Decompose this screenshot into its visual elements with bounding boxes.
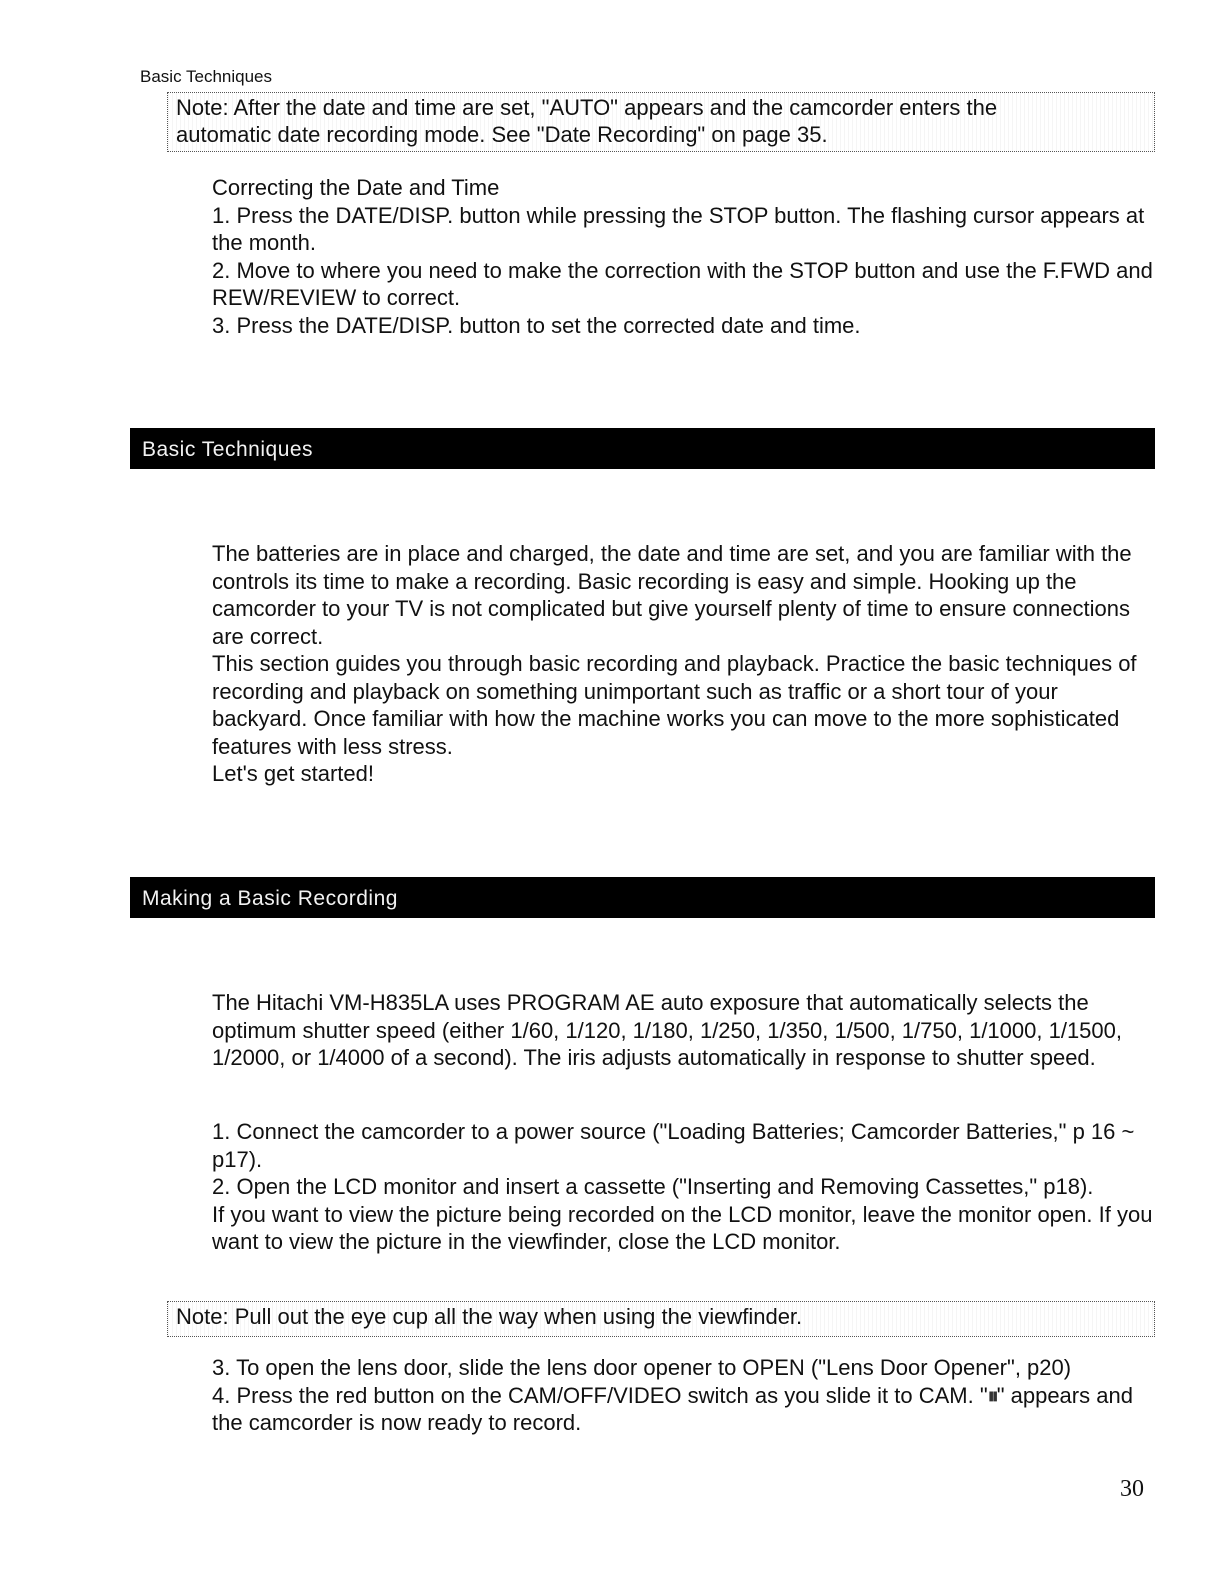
section-banner-basic-techniques: Basic Techniques: [130, 428, 1155, 469]
correcting-heading: Correcting the Date and Time: [212, 175, 500, 200]
step4-start: 4. Press the red button on the CAM/OFF/VIDEO switch as you slide it to CAM. ": [212, 1382, 988, 1408]
recording-steps-a: [212, 1118, 1157, 1256]
recording-step: 3. To open the lens door, slide the lens door opener to OPEN ("Lens Door Opener", p20): [212, 1355, 1072, 1380]
recording-step: If you want to view the picture being recorded on the LCD monitor, leave the monitor open. If you want to view the picture in the viewfinder, close the LCD monitor.: [212, 1201, 1153, 1254]
page-number: 30: [1120, 1476, 1144, 1502]
correcting-step: 1. Press the DATE/DISP. button while pressing the STOP button. The flashing cursor appears at the month.: [212, 202, 1145, 255]
correcting-section: [212, 174, 1157, 339]
note-eye-cup: Note: Pull out the eye cup all the way when using the viewfinder.: [167, 1301, 1155, 1337]
recording-steps-b: [212, 1354, 1157, 1437]
note-line1-start: Note: After the date and time are set, ": [176, 95, 550, 120]
intro-paragraph: The Hitachi VM-H835LA uses PROGRAM AE auto exposure that automatically selects the optimum shutter speed (either 1/60, 1/120, 1/180, 1/250, 1/350, 1/500, 1/750, 1/1000, 1/1500, 1/2000, or 1/4000 of a second). The iris adjusts automatically in response to shutter speed.: [212, 990, 1122, 1070]
note-date-recording: [167, 92, 1155, 152]
section-banner-making-recording: Making a Basic Recording: [130, 877, 1155, 918]
note-line2: automatic date recording mode. See "Date Recording" on page 35.: [176, 122, 828, 147]
basic-techniques-body: [212, 540, 1157, 788]
correcting-step: 2. Move to where you need to make the correction with the STOP button and use the F.FWD and REW/REVIEW to correct.: [212, 257, 1153, 310]
recording-step: 2. Open the LCD monitor and insert a cassette ("Inserting and Removing Cassettes," p18).: [212, 1174, 1094, 1199]
running-head: Basic Techniques: [140, 67, 272, 86]
correcting-step: 3. Press the DATE/DISP. button to set the corrected date and time.: [212, 312, 861, 338]
body-paragraph: Let's get started!: [212, 761, 374, 786]
note-line1-end: AUTO" appears and the camcorder enters the: [549, 95, 998, 120]
record-pause-icon: ⏸: [987, 1382, 997, 1408]
step4-end: " appears and the camcorder is now ready to record.: [212, 1382, 1133, 1435]
recording-step-4: [212, 1382, 1157, 1437]
body-paragraph: This section guides you through basic recording and playback. Practice the basic techniques of recording and playback on something unimportant such as traffic or a short tour of your backyard. Once familiar with how the machine works you can move to the more sophisticated features with less stress.: [212, 651, 1137, 759]
recording-step: 1. Connect the camcorder to a power source ("Loading Batteries; Camcorder Batteries," p 16 ~ p17).: [212, 1119, 1135, 1172]
recording-intro: [212, 989, 1157, 1072]
body-paragraph: The batteries are in place and charged, the date and time are set, and you are familiar with the controls its time to make a recording. Basic recording is easy and simple. Hooking up the camcorder to your TV is not complicated but give yourself plenty of time to ensure connections are correct.: [212, 541, 1132, 649]
